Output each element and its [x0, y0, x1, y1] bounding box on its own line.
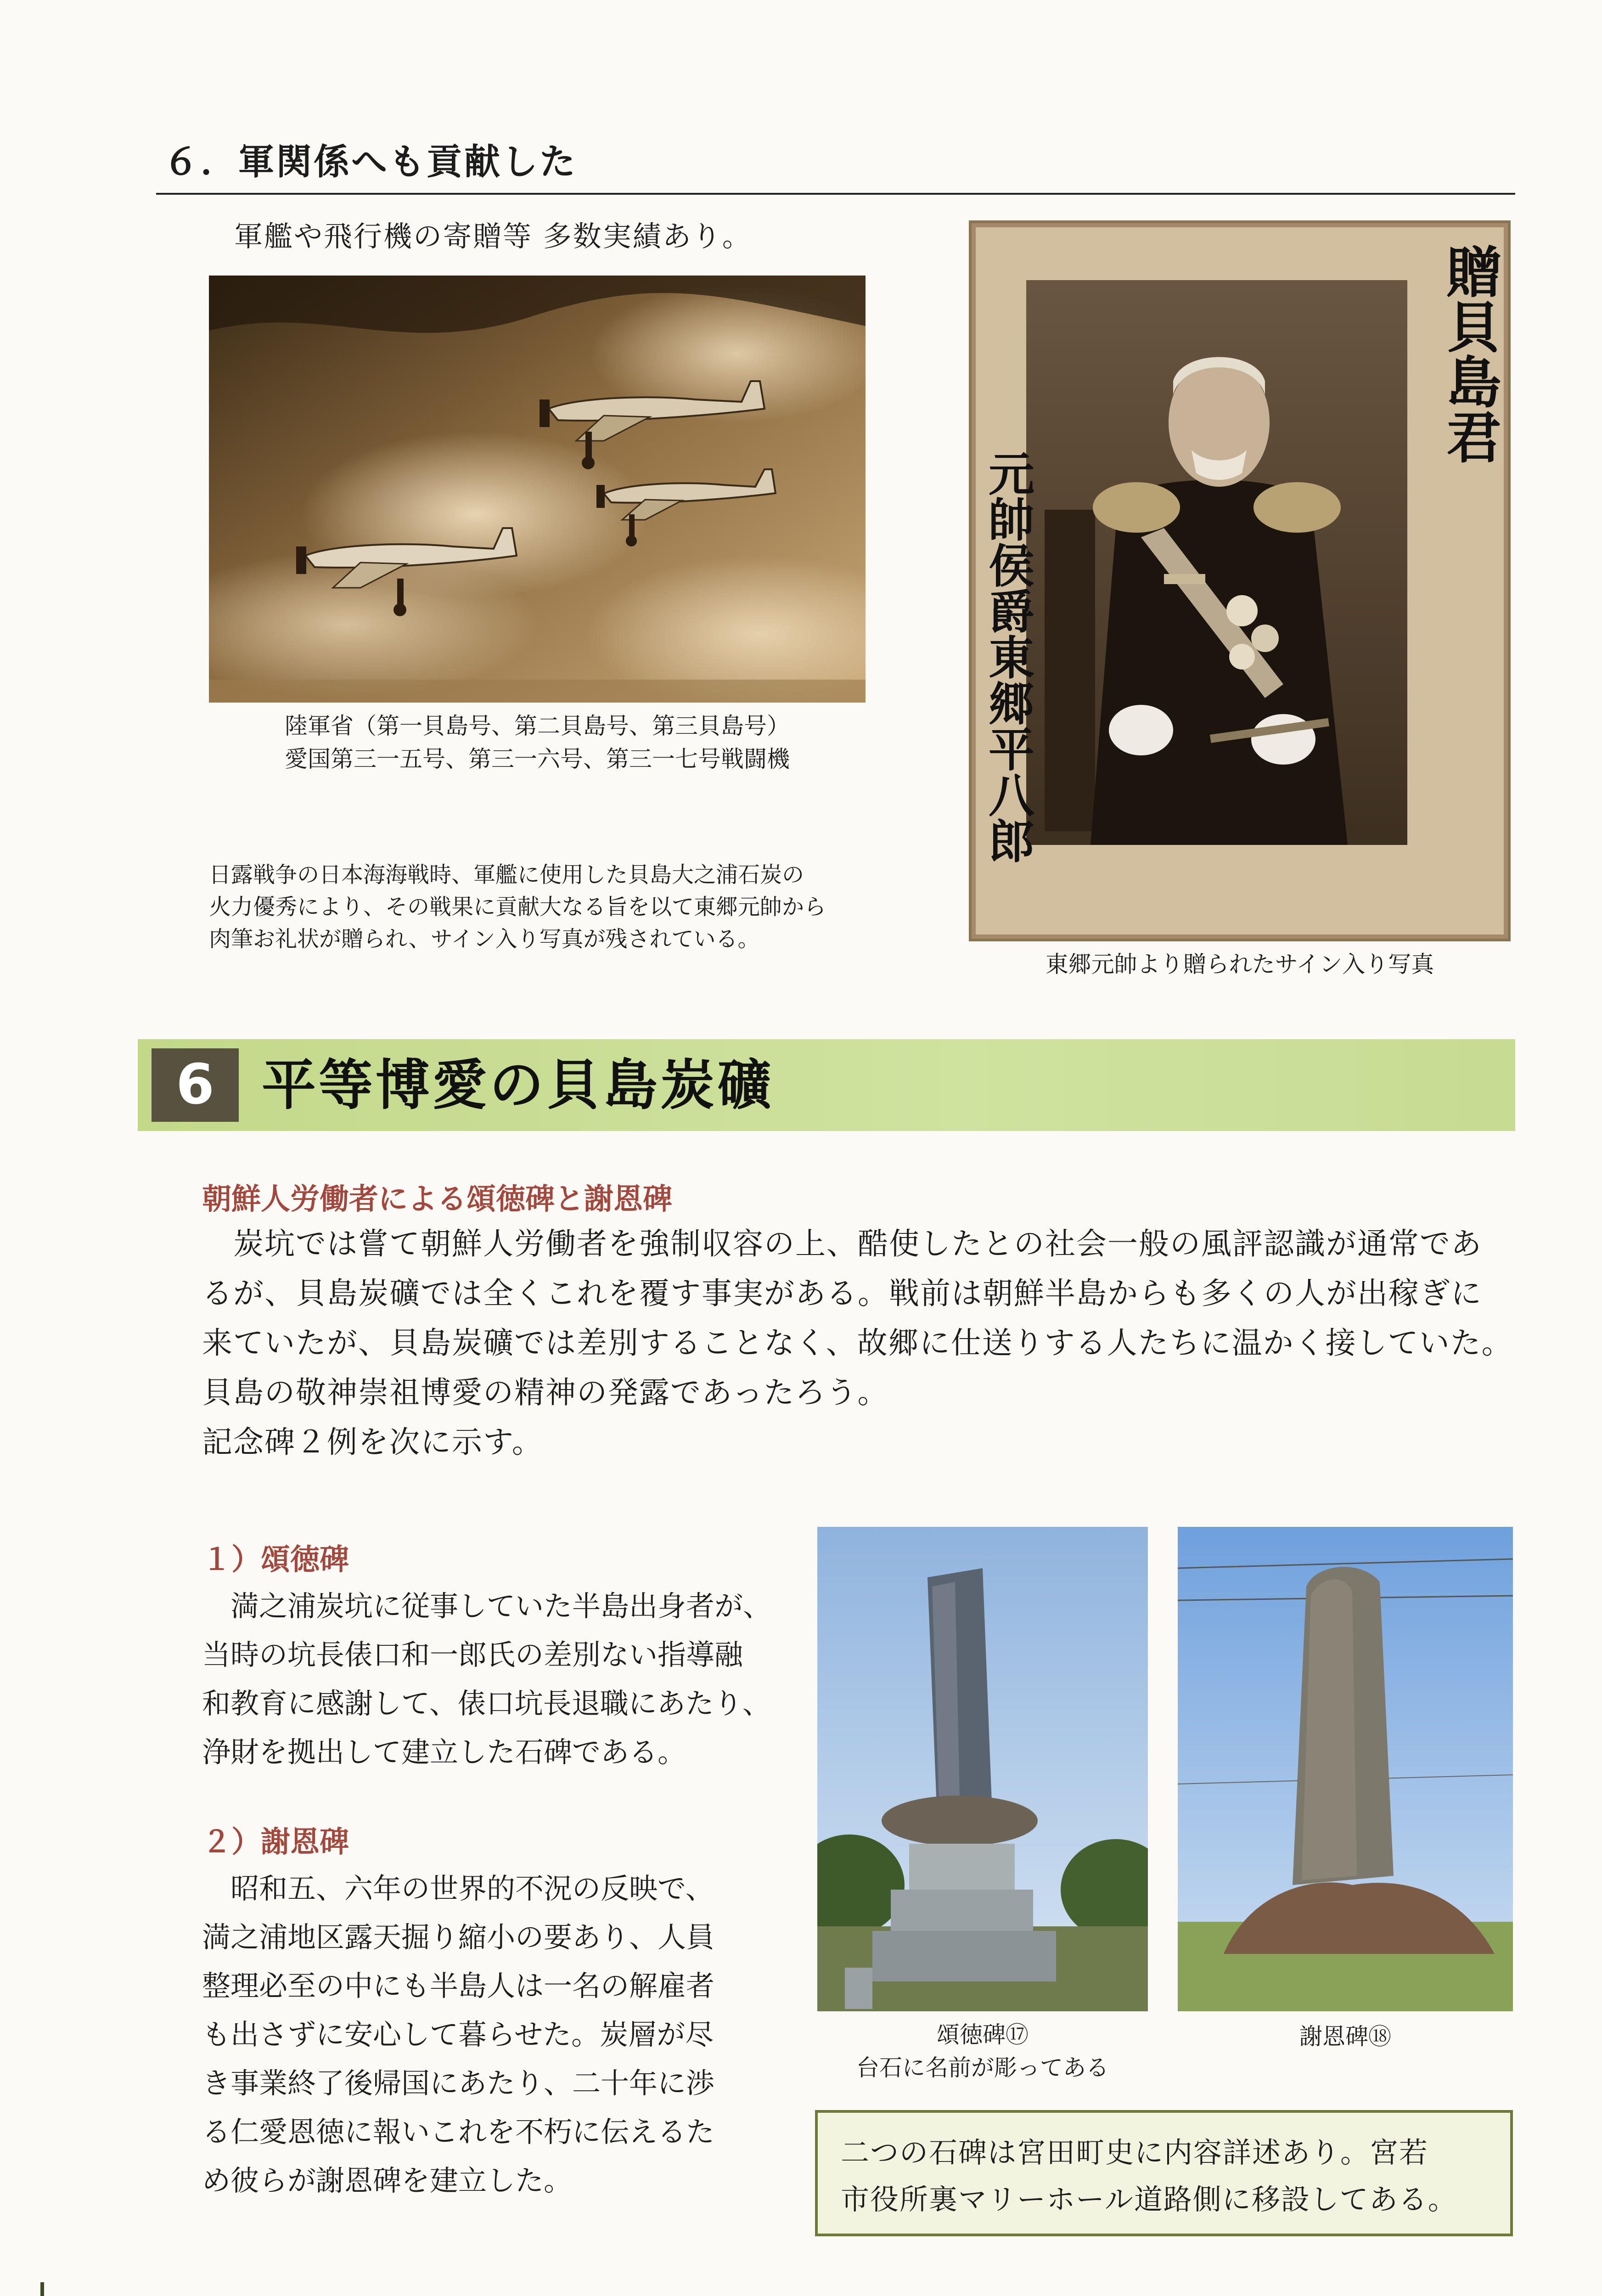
plane-caption-line-2: 愛国第三一五号、第三一六号、第三一七号戦闘機 — [285, 746, 790, 772]
shaonhi-photo — [1178, 1527, 1513, 2011]
main-paragraph — [202, 1219, 1515, 1467]
togo-text-line-3: 肉筆お礼状が贈られ、サイン入り写真が残されている。 — [209, 926, 760, 952]
shaonhi-caption: 謝恩碑⑱ — [1299, 2023, 1391, 2050]
caption-line-1: 頌徳碑⑰ — [937, 2021, 1029, 2048]
text-line: 和教育に感謝して、俵口坑長退職にあたり、 — [202, 1687, 771, 1720]
text-line: 満之浦炭坑に従事していた半島出身者が、 — [202, 1589, 772, 1623]
paragraph-line: 炭坑では嘗て朝鮮人労働者を強制収容の上、酷使したとの社会一般の風評認識が通常であ — [202, 1226, 1482, 1261]
lead-heading: 朝鮮人労働者による頌徳碑と謝恩碑 — [202, 1182, 672, 1216]
admiral-togo-portrait — [1026, 280, 1407, 845]
signature-calligraphy: 元帥侯爵東郷平八郎 — [981, 450, 1035, 863]
plane-caption-line-1: 陸軍省（第一貝島号、第二貝島号、第三貝島号） — [285, 713, 790, 739]
caption-line-2: 台石に名前が彫ってある — [856, 2054, 1109, 2081]
text-line: も出さずに安心して暮らせた。炭層が尽 — [202, 2018, 714, 2051]
relocation-note-box — [815, 2110, 1513, 2236]
intro-text: 軍艦や飛行機の寄贈等 多数実績あり。 — [234, 219, 752, 253]
dedication-calligraphy: 贈貝島君 — [1437, 243, 1502, 464]
text-line: き事業終了後帰国にあたり、二十年に渉 — [202, 2066, 715, 2100]
text-line: め彼らが謝恩碑を建立した。 — [202, 2164, 573, 2197]
text-line: 浄財を拠出して建立した石碑である。 — [202, 1735, 686, 1769]
subheading-shotokuhi: １）頌徳碑 — [202, 1543, 349, 1577]
portrait-caption: 東郷元帥より贈られたサイン入り写真 — [1045, 951, 1434, 978]
note-line-2: 市役所裏マリーホール道路側に移設してある。 — [841, 2183, 1457, 2216]
paragraph-line: 来ていたが、貝島炭礦では差別することなく、故郷に仕送りする人たちに温かく接していた。 — [202, 1325, 1513, 1361]
togo-text-line-1: 日露戦争の日本海海戦時、軍艦に使用した貝島大之浦石炭の — [209, 862, 804, 888]
paragraph-line: 貝島の敬神崇祖博愛の精神の発露であったろう。 — [202, 1375, 889, 1410]
section-title: 平等博愛の貝島炭礦 — [262, 1053, 775, 1117]
togo-explanation-text — [209, 859, 907, 955]
heading-rule — [156, 193, 1515, 195]
fighter-planes-photo — [209, 276, 866, 703]
text-line: 整理必至の中にも半島人は一名の解雇者 — [202, 1969, 715, 2003]
text-line: る仁愛恩徳に報いこれを不朽に伝えるた — [202, 2115, 715, 2149]
shotokuhi-text — [202, 1582, 781, 1777]
shotokuhi-photo — [817, 1527, 1148, 2011]
shaonhi-text — [202, 1864, 781, 2205]
subheading-shaonhi: ２）謝恩碑 — [202, 1825, 349, 1859]
text-line: 満之浦地区露天掘り縮小の要あり、人員 — [202, 1920, 715, 1954]
plane-photo-caption — [209, 709, 866, 776]
section-number: 6 — [152, 1048, 239, 1122]
paragraph-line: 記念碑２例を次に示す。 — [202, 1424, 543, 1460]
section-heading: ６．軍関係へも貢献した — [163, 141, 578, 183]
shotokuhi-caption — [817, 2018, 1148, 2084]
note-line-1: 二つの石碑は宮田町史に内容詳述あり。宮若 — [841, 2136, 1429, 2169]
text-line: 昭和五、六年の世界的不況の反映で、 — [202, 1872, 714, 1905]
togo-text-line-2: 火力優秀により、その戦果に貢献大なる旨を以て東郷元帥から — [209, 894, 826, 920]
text-line: 当時の坑長俵口和一郎氏の差別ない指導融 — [202, 1638, 743, 1671]
paragraph-line: るが、貝島炭礦では全くこれを覆す事実がある。戦前は朝鮮半島からも多くの人が出稼ぎに — [202, 1276, 1482, 1311]
page-number-bar — [40, 2282, 44, 2296]
